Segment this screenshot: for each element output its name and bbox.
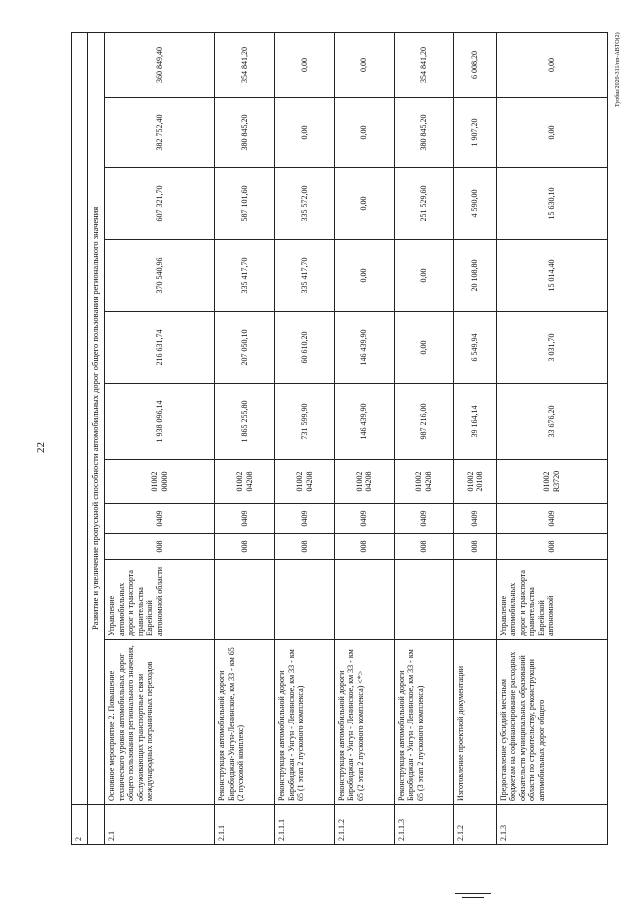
amount-year-5: 354 841,20 xyxy=(215,32,275,97)
table-row xyxy=(275,32,335,844)
grbs-code: 008 xyxy=(334,534,394,560)
amount-year-5: 0,00 xyxy=(334,32,394,97)
activity-name: Изготовление проектной документации xyxy=(454,640,497,805)
document-tag: Туобш/2020-311/пп-АВТО(2) xyxy=(614,32,621,107)
executor: Управление автомобильных дорог и транспорта правительства Еврейской автономной xyxy=(496,560,607,640)
amount-year-4: 380 845,20 xyxy=(215,98,275,168)
target-article-code: 01002 00000 xyxy=(105,460,215,504)
activity-name: Реконструкция автомобильной дороги Биробиджан - Унгун - Ленинское, км 33 - км 65 (2 этап 2 пускового комплекса) <*> xyxy=(334,640,394,805)
amount-year-3: 0,00 xyxy=(334,168,394,240)
amount-year-4: 0,00 xyxy=(334,98,394,168)
activity-name: Основное мероприятие 2. Повышение технического уровня автомобильных дорог общего пользования регионального значения, обслуживающих транспортные связи международных пограничных переходов xyxy=(105,640,215,805)
target-article-code: 01002 04208 xyxy=(275,460,335,504)
grbs-code: 008 xyxy=(215,534,275,560)
amount-year-2: 370 540,96 xyxy=(105,240,215,312)
table-row xyxy=(496,32,607,844)
executor xyxy=(215,560,275,640)
total-amount: 1 865 255,80 xyxy=(215,384,275,460)
executor: Управление автомобильных дорог и транспорта правительства Еврейской автономной области xyxy=(105,560,215,640)
table-row xyxy=(454,32,497,844)
total-amount: 987 216,00 xyxy=(394,384,454,460)
amount-year-3: 335 572,00 xyxy=(275,168,335,240)
document-table-wrapper xyxy=(71,33,623,845)
amount-year-5: 0,00 xyxy=(275,32,335,97)
total-amount: 731 599,90 xyxy=(275,384,335,460)
table-row xyxy=(215,32,275,844)
amount-year-3: 607 321,70 xyxy=(105,168,215,240)
amount-year-4: 1 907,20 xyxy=(454,98,497,168)
section-title: Развитие и увеличение пропускной способности автомобильных дорог общего пользования регионального значения xyxy=(88,32,105,804)
section-row xyxy=(88,32,105,844)
table-row xyxy=(105,32,215,844)
table-row xyxy=(394,32,454,844)
amount-year-2: 15 014,40 xyxy=(496,240,607,312)
amount-year-2: 20 108,80 xyxy=(454,240,497,312)
target-article-code: 01002 20108 xyxy=(454,460,497,504)
section-code: 0409 xyxy=(454,504,497,534)
amount-year-4: 380 845,20 xyxy=(394,98,454,168)
doc-tag-row xyxy=(607,32,623,844)
program-activities-table xyxy=(71,32,623,845)
target-article-code: 01002 R3720 xyxy=(496,460,607,504)
row-index: 2.1.1 xyxy=(215,805,275,845)
amount-year-2: 335 417,70 xyxy=(215,240,275,312)
amount-year-5: 6 008,20 xyxy=(454,32,497,97)
header-cell: 2 xyxy=(72,805,88,845)
amount-year-1: 60 610,20 xyxy=(275,312,335,384)
row-index: 2.1.1.1 xyxy=(275,805,335,845)
table-row xyxy=(334,32,394,844)
amount-year-5: 360 849,40 xyxy=(105,32,215,97)
header-row xyxy=(72,32,88,844)
total-amount: 146 439,90 xyxy=(334,384,394,460)
activity-name: Реконструкция автомобильной дороги Биробиджан-Унгун-Ленинское, км 33 - км 65 (2 пусковой комплекс) xyxy=(215,640,275,805)
header-blank xyxy=(72,32,88,804)
total-amount: 33 676,20 xyxy=(496,384,607,460)
amount-year-1: 207 050,10 xyxy=(215,312,275,384)
amount-year-3: 4 590,00 xyxy=(454,168,497,240)
footer-line xyxy=(455,893,491,894)
amount-year-1: 146 439,90 xyxy=(334,312,394,384)
target-article-code: 01002 04208 xyxy=(334,460,394,504)
total-amount: 1 938 096,14 xyxy=(105,384,215,460)
amount-year-1: 3 031,70 xyxy=(496,312,607,384)
section-code: 0409 xyxy=(275,504,335,534)
amount-year-4: 0,00 xyxy=(275,98,335,168)
activity-name: Реконструкция автомобильной дороги Биробиджан - Унгун - Ленинское, км 33 - км 65 (1 этап 2 пускового комплекса) xyxy=(275,640,335,805)
grbs-code: 008 xyxy=(105,534,215,560)
section-code: 0409 xyxy=(496,504,607,534)
total-amount: 39 164,14 xyxy=(454,384,497,460)
executor xyxy=(454,560,497,640)
section-code: 0409 xyxy=(394,504,454,534)
section-code: 0409 xyxy=(215,504,275,534)
grbs-code: 008 xyxy=(496,534,607,560)
target-article-code: 01002 04208 xyxy=(394,460,454,504)
amount-year-5: 0,00 xyxy=(496,32,607,97)
row-index: 2.1.2 xyxy=(454,805,497,845)
grbs-code: 008 xyxy=(275,534,335,560)
amount-year-2: 0,00 xyxy=(334,240,394,312)
amount-year-1: 6 549,94 xyxy=(454,312,497,384)
target-article-code: 01002 04208 xyxy=(215,460,275,504)
row-index: 2.1.1.3 xyxy=(394,805,454,845)
row-index: 2.1.3 xyxy=(496,805,607,845)
amount-year-5: 354 841,20 xyxy=(394,32,454,97)
amount-year-3: 251 529,60 xyxy=(394,168,454,240)
amount-year-1: 216 631,74 xyxy=(105,312,215,384)
executor xyxy=(334,560,394,640)
amount-year-4: 0,00 xyxy=(496,98,607,168)
activity-name: Реконструкция автомобильной дороги Биробиджан - Унгун - Ленинское, км 33 - км 65 (3 этап 2 пускового комплекса) xyxy=(394,640,454,805)
grbs-code: 008 xyxy=(454,534,497,560)
section-index-blank xyxy=(88,805,105,845)
amount-year-1: 0,00 xyxy=(394,312,454,384)
amount-year-2: 335 417,70 xyxy=(275,240,335,312)
amount-year-4: 382 752,40 xyxy=(105,98,215,168)
section-code: 0409 xyxy=(334,504,394,534)
executor xyxy=(394,560,454,640)
amount-year-3: 587 101,60 xyxy=(215,168,275,240)
section-code: 0409 xyxy=(105,504,215,534)
page-number: 22 xyxy=(35,442,47,453)
grbs-code: 008 xyxy=(394,534,454,560)
amount-year-3: 15 630,10 xyxy=(496,168,607,240)
row-index: 2.1 xyxy=(105,805,215,845)
activity-name: Предоставление субсидий местным бюджетам на софинансирование расходных обязательств муниципальных образований области по строительству, реконструкции автомобильных дорог общего xyxy=(496,640,607,805)
row-index: 2.1.1.2 xyxy=(334,805,394,845)
executor xyxy=(275,560,335,640)
amount-year-2: 0,00 xyxy=(394,240,454,312)
rotated-table xyxy=(71,33,623,845)
footer-line-short xyxy=(462,897,484,898)
